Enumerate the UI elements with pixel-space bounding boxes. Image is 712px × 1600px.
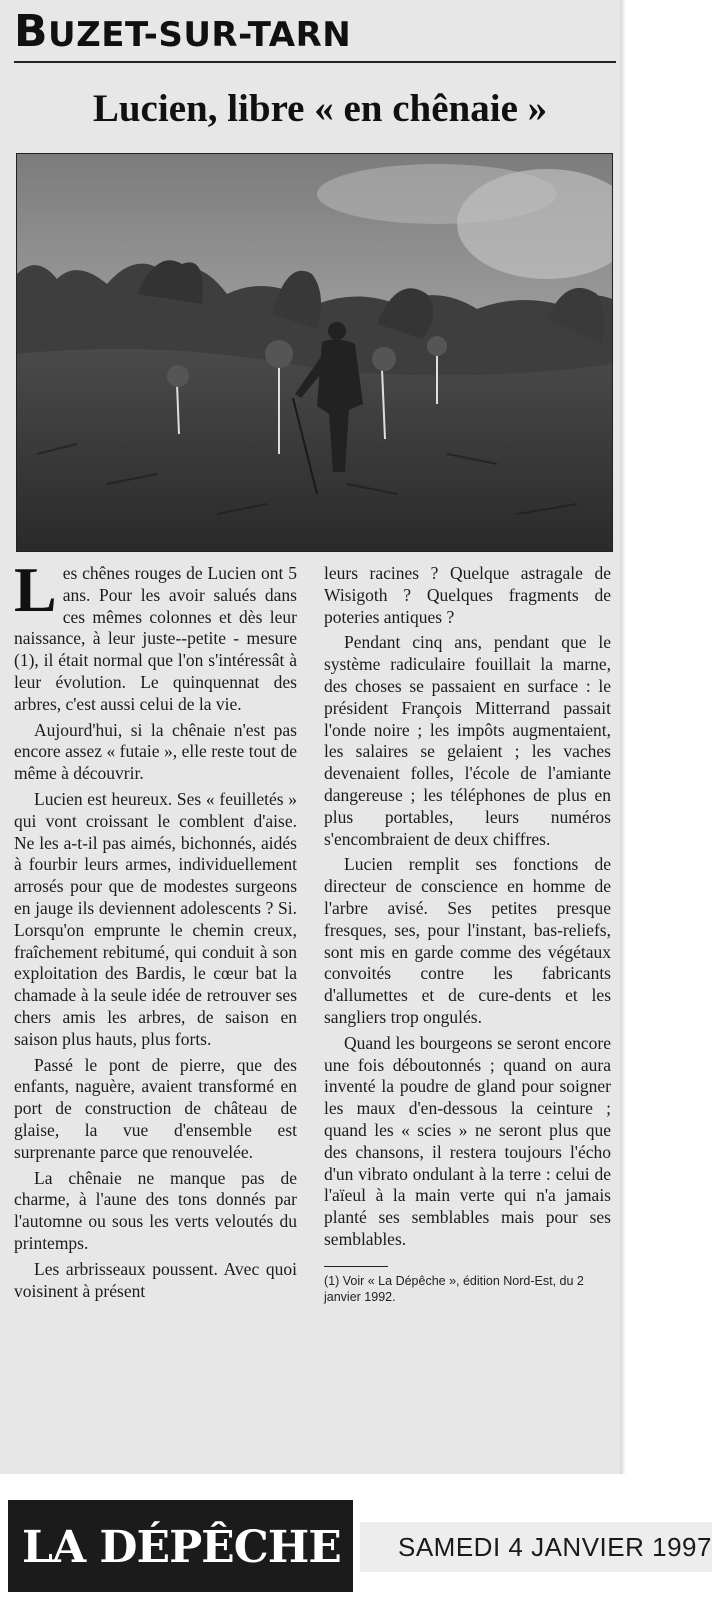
article-title: Lucien, libre « en chênaie » bbox=[92, 87, 548, 130]
footnote: (1) Voir « La Dépêche », édition Nord-Est, du 2 janvier 1992. bbox=[324, 1273, 584, 1304]
paragraph: Lucien est heureux. Ses « feuilletés » qui vont croissant le comblent d'aise. Ne les a-t-il pas aimés, bichonnés, aidés à fourbir leurs armes, individuellement arrosés pour que de modestes surgeons en jauge ils deviennent adolescents ? Si. Lorsqu'on emprunte le chemin creux, fraîchement rebitumé, qui conduit à son exploitation des Bardis, le cœur bat la chamade à la seule idée de retrouver ses chers amis les arbres, de saison en saison plus hauts, plus forts. bbox=[14, 788, 297, 1049]
paragraph: leurs racines ? Quelque astragale de Wisigoth ? Quelques fragments de poteries antiques ? bbox=[324, 563, 611, 627]
article-photo bbox=[16, 153, 613, 552]
date-band bbox=[360, 1522, 712, 1572]
paragraph: Lucien remplit ses fonctions de directeur de conscience en homme de l'arbre avisé. Ses petites presque fresques, ses, pour l'instant, bas-reliefs, sont mis en garde comme des végétaux convoités contre les fabricants d'allumettes et de cure-dents et les sangliers trop ongulés. bbox=[324, 854, 611, 1027]
paragraph: Les arbrisseaux poussent. Avec quoi voisinent à présent bbox=[14, 1258, 297, 1301]
paragraph: Quand les bourgeons se seront encore une fois déboutonnés ; quand on aura inventé la poudre de gland pour soigner les maux d'en-dessous la ceinture ; quand les « scies » ne seront plus que des chansons, il restera toujours l'écho d'un vibrato ondulant à la terre : celui de l'aïeul à la main verte qui n'a jamais planté ses semblables mais pour ses semblables. bbox=[324, 1032, 611, 1249]
photo-oak-field bbox=[17, 154, 612, 551]
article-column-left bbox=[14, 554, 297, 1302]
publication-date: SAMEDI 4 JANVIER 1997 bbox=[398, 1532, 712, 1562]
section-heading: BUZET-SUR-TARN bbox=[14, 6, 352, 57]
clipping-edge bbox=[620, 0, 626, 1474]
paragraph: La chênaie ne manque pas de charme, à l'aune des tons donnés par l'automne ou sous les verts veloutés du printemps. bbox=[14, 1167, 297, 1253]
paragraph bbox=[14, 554, 297, 716]
heading-rule bbox=[14, 61, 616, 63]
paragraph-text: es chênes rouges de Lucien ont 5 ans. Pour les avoir salués dans ces mêmes colonnes et dès leur naissance, à leur juste--petite - mesure (1), il était normal que l'on s'intéressât à leur évolution. Le quinquennat des arbres, c'est aussi celui de la vie. bbox=[14, 563, 297, 714]
paragraph: Aujourd'hui, si la chênaie n'est pas encore assez « futaie », elle reste tout de même à découvrir. bbox=[14, 719, 297, 784]
drop-cap: L bbox=[14, 554, 57, 625]
paragraph: Passé le pont de pierre, que des enfants, naguère, avaient transformé en port de construction de château de glaise, la vue d'ensemble est surprenante parce que renouvelée. bbox=[14, 1054, 297, 1162]
newspaper-masthead bbox=[8, 1500, 353, 1592]
footnote-rule bbox=[324, 1266, 388, 1267]
paragraph: Pendant cinq ans, pendant que le système radiculaire fouillait la marne, des choses se passaient en surface : le président François Mitterrand passait l'onde noire ; les impôts augmentaient, les salaires se gelaient ; les vaches devenaient folles, l'école de l'amiante dangereuse ; les téléphones de plus en plus portables, leurs numéros s'encombraient de deux chiffres. bbox=[324, 632, 611, 849]
article-column-right bbox=[324, 563, 611, 1305]
newspaper-name: LA DÉPÊCHE bbox=[22, 1522, 341, 1573]
